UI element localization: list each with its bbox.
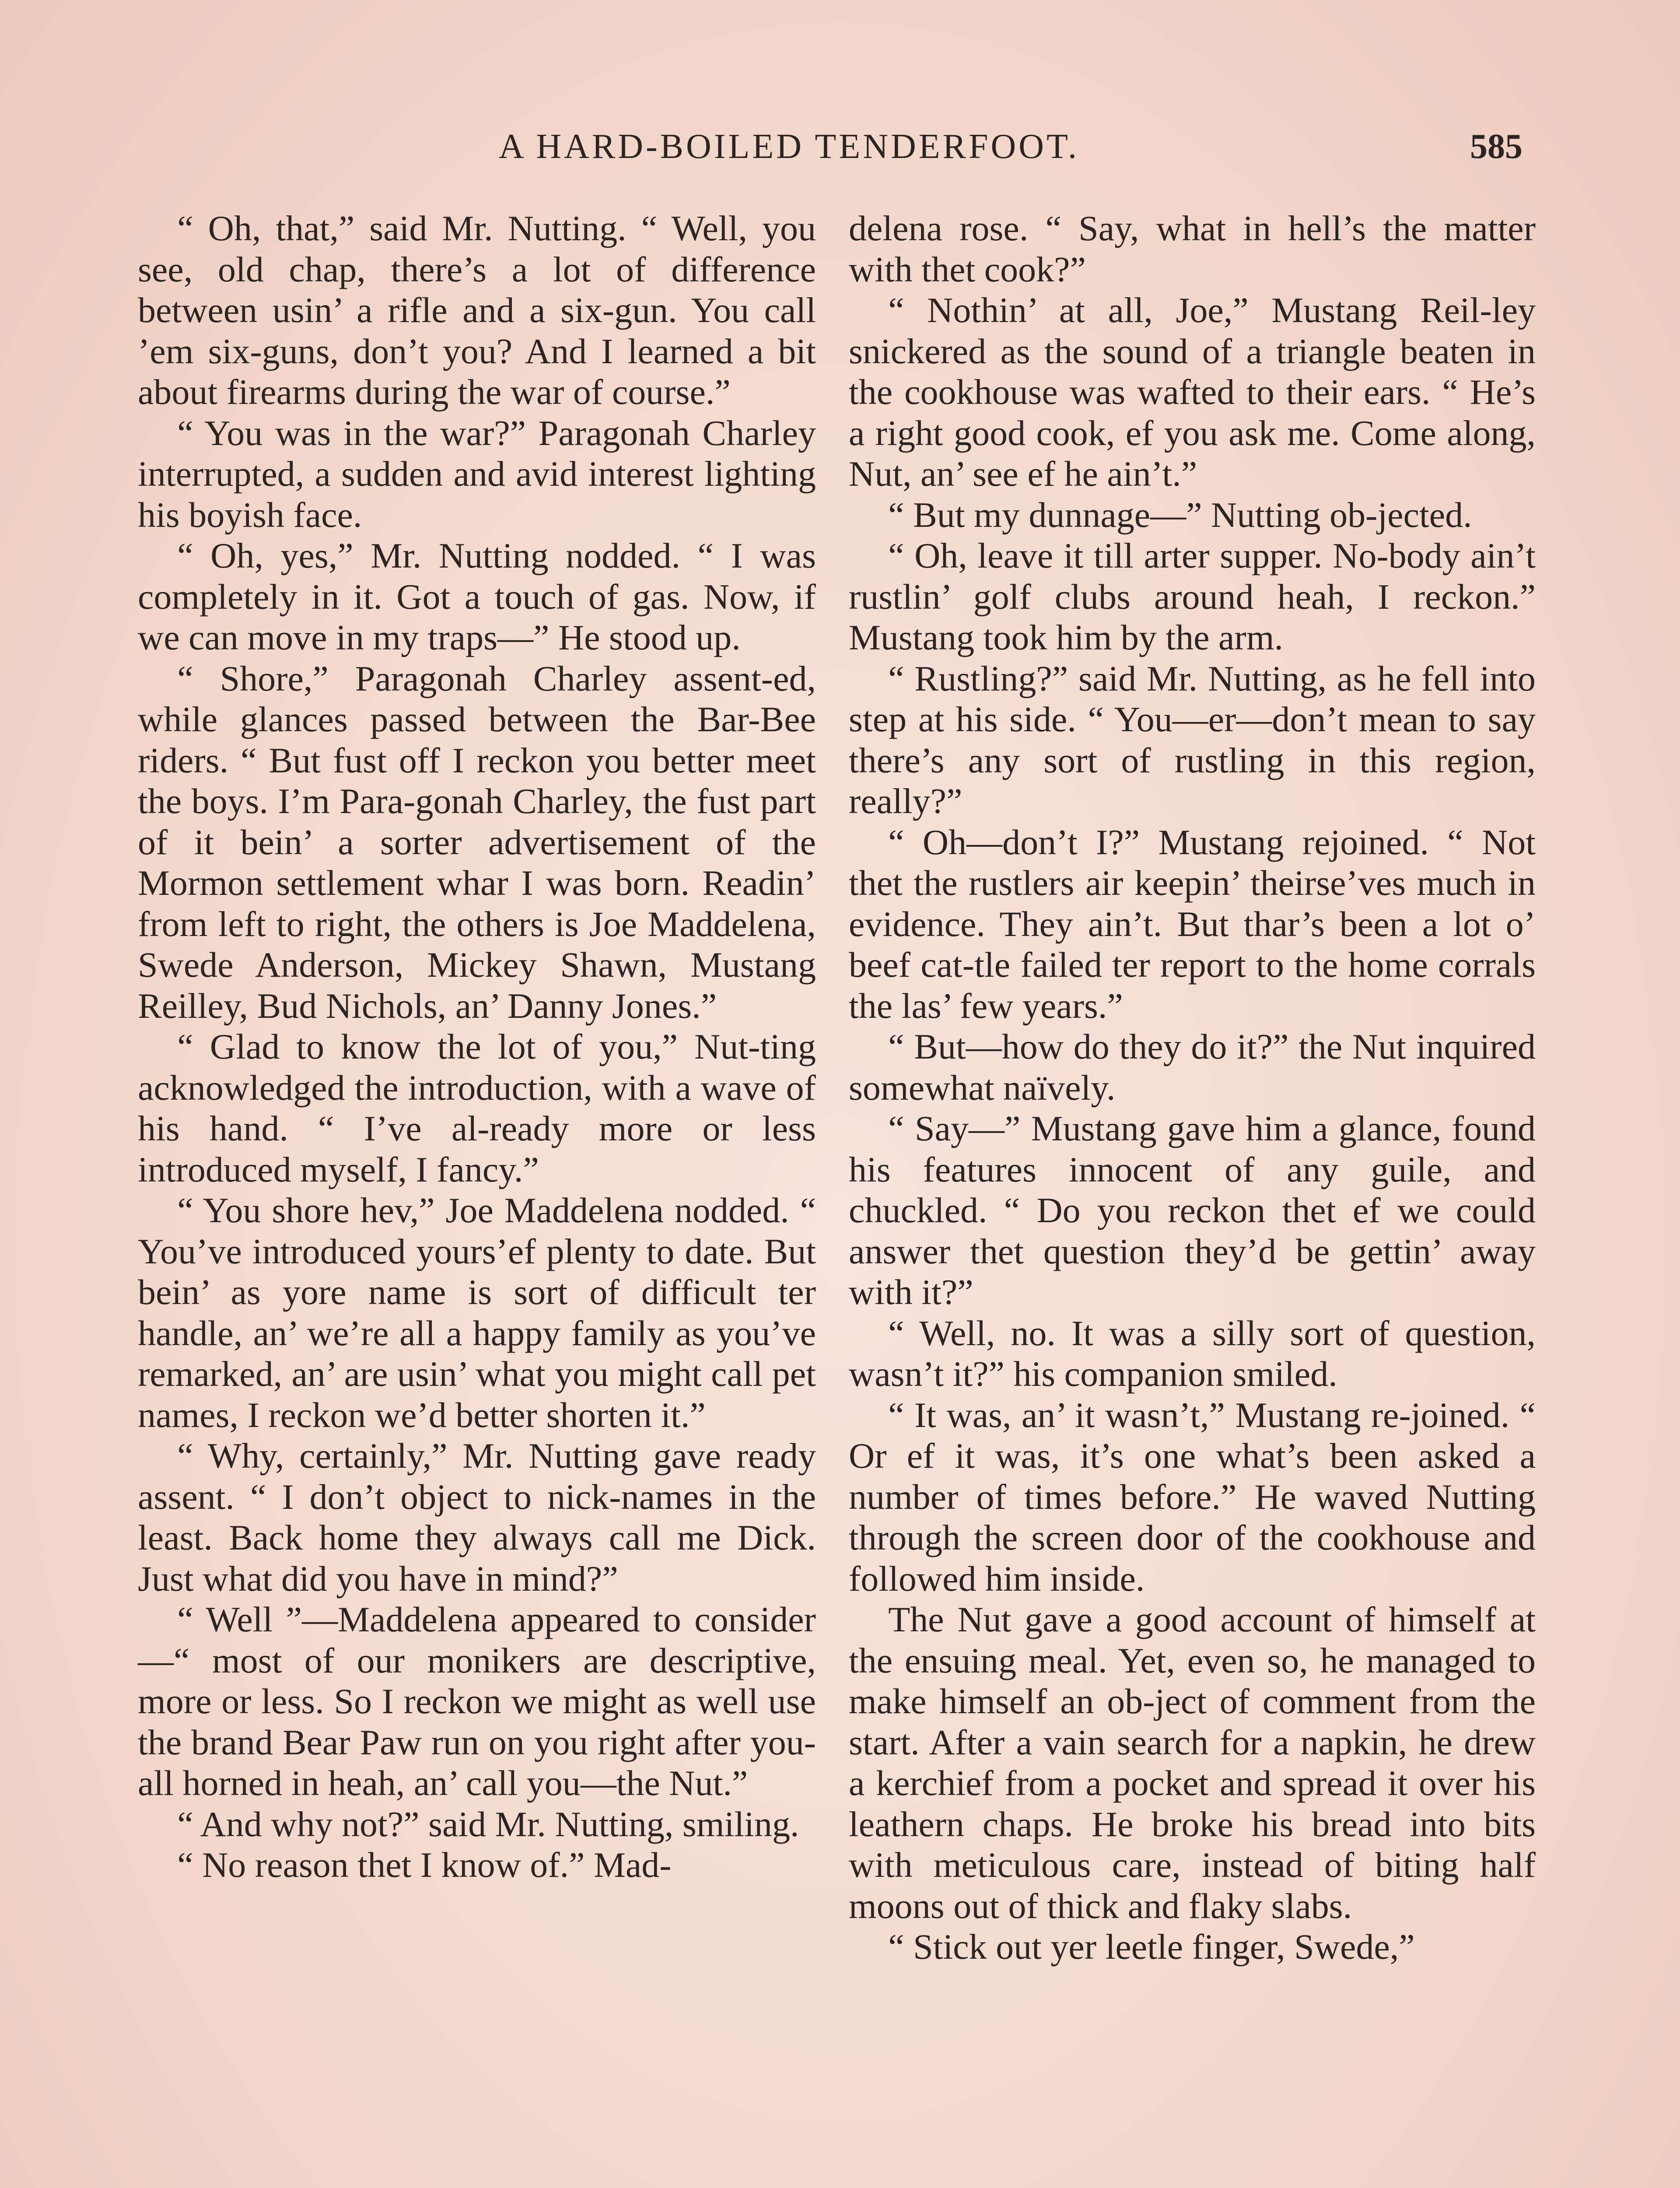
right-column	[849, 208, 1536, 1967]
paragraph: “ You was in the war?” Paragonah Charley interrupted, a sudden and avid interest lighting his boyish face.	[138, 413, 816, 535]
paragraph: “ Oh, that,” said Mr. Nutting. “ Well, you see, old chap, there’s a lot of difference between usin’ a rifle and a six-gun. You call ’em six-guns, don’t you? And I learned a bit about firearms during the war of course.”	[138, 208, 816, 412]
paragraph: “ Well, no. It was a silly sort of question, wasn’t it?” his companion smiled.	[849, 1313, 1536, 1394]
paragraph: “ Stick out yer leetle finger, Swede,”	[888, 1927, 1415, 1967]
paragraph: “ And why not?” said Mr. Nutting, smiling.	[177, 1804, 799, 1844]
page-header	[0, 127, 1680, 188]
paragraph: “ But my dunnage—” Nutting ob-jected.	[888, 494, 1472, 535]
paragraph: “ Say—” Mustang gave him a glance, found his features innocent of any guile, and chuckled. “ Do you reckon thet ef we could answer thet question they’d be gettin’ away with it?”	[849, 1108, 1536, 1312]
running-title: A HARD-BOILED TENDERFOOT.	[499, 127, 1079, 166]
paragraph: The Nut gave a good account of himself at the ensuing meal. Yet, even so, he managed to make himself an ob-ject of comment from the start. After a vain search for a napkin, he drew a kerchief from a pocket and spread it over his leathern chaps. He broke his bread into bits with meticulous care, instead of biting half moons out of thick and flaky slabs.	[849, 1599, 1536, 1926]
paragraph: “ Nothin’ at all, Joe,” Mustang Reil-ley snickered as the sound of a triangle beaten in the cookhouse was wafted to their ears. “ He’s a right good cook, ef you ask me. Come along, Nut, an’ see ef he ain’t.”	[849, 290, 1536, 494]
left-column	[138, 208, 816, 1886]
paragraph: “ Oh, leave it till arter supper. No-body ain’t rustlin’ golf clubs around heah, I reckon.” Mustang took him by the arm.	[849, 536, 1536, 657]
paragraph: “ Glad to know the lot of you,” Nut-ting acknowledged the introduction, with a wave of his hand. “ I’ve al-ready more or less introduced myself, I fancy.”	[138, 1027, 816, 1189]
paragraph: “ Well ”—Maddelena appeared to consider—“ most of our monikers are descriptive, more or less. So I reckon we might as well use the brand Bear Paw run on you right after you-all horned in heah, an’ call you—the Nut.”	[138, 1599, 816, 1803]
paragraph: “ No reason thet I know of.” Mad-	[177, 1845, 672, 1885]
paragraph: “ It was, an’ it wasn’t,” Mustang re-joined. “ Or ef it was, it’s one what’s been asked a number of times before.” He waved Nutting through the screen door of the cookhouse and followed him inside.	[849, 1395, 1536, 1599]
page-number: 585	[1470, 127, 1522, 166]
paragraph: “ Oh—don’t I?” Mustang rejoined. “ Not thet the rustlers air keepin’ theirse’ves much in evidence. They ain’t. But thar’s been a lot o’ beef cat-tle failed ter report to the home corrals the las’ few years.”	[849, 822, 1536, 1026]
paragraph: “ Why, certainly,” Mr. Nutting gave ready assent. “ I don’t object to nick-names in the least. Back home they always call me Dick. Just what did you have in mind?”	[138, 1436, 816, 1599]
paragraph: “ You shore hev,” Joe Maddelena nodded. “ You’ve introduced yours’ef plenty to date. But bein’ as yore name is sort of difficult ter handle, an’ we’re all a happy family as you’ve remarked, an’ are usin’ what you might call pet names, I reckon we’d better shorten it.”	[138, 1190, 816, 1435]
paragraph: “ Oh, yes,” Mr. Nutting nodded. “ I was completely in it. Got a touch of gas. Now, if we can move in my traps—” He stood up.	[138, 536, 816, 657]
paragraph: “ But—how do they do it?” the Nut inquired somewhat naïvely.	[849, 1027, 1536, 1108]
paragraph: “ Shore,” Paragonah Charley assent-ed, while glances passed between the Bar-Bee riders. “ But fust off I reckon you better meet the boys. I’m Para-gonah Charley, the fust part of it bein’ a sorter advertisement of the Mormon settlement whar I was born. Readin’ from left to right, the others is Joe Maddelena, Swede Anderson, Mickey Shawn, Mustang Reilley, Bud Nichols, an’ Danny Jones.”	[138, 658, 816, 1026]
paragraph-continued: delena rose. “ Say, what in hell’s the matter with thet cook?”	[849, 208, 1536, 289]
paragraph: “ Rustling?” said Mr. Nutting, as he fell into step at his side. “ You—er—don’t mean to say there’s any sort of rustling in this region, really?”	[849, 658, 1536, 821]
